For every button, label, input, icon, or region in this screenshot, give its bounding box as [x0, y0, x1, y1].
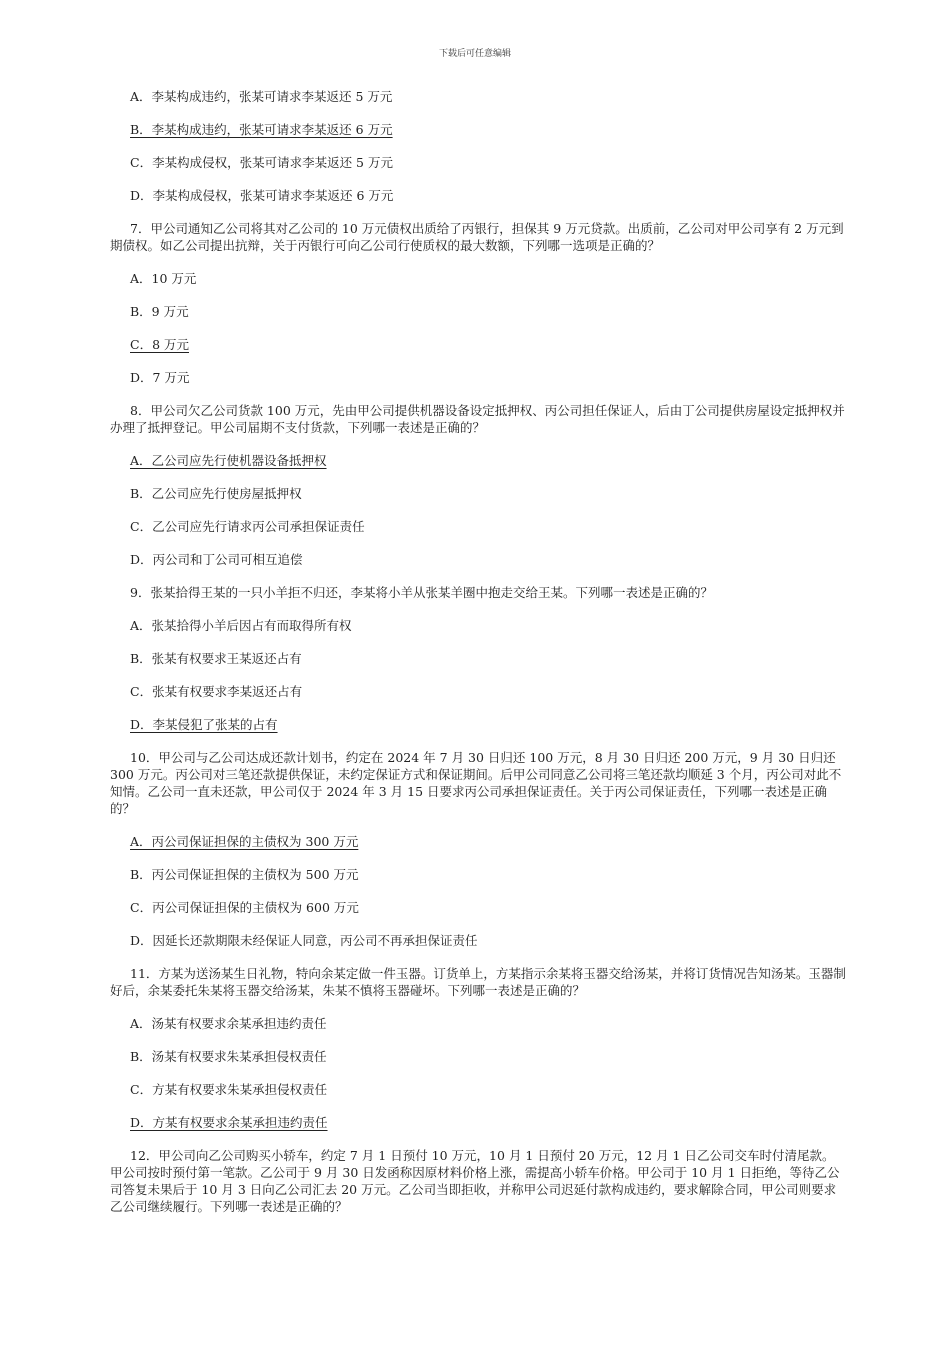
- question-6-options: [110, 88, 846, 204]
- answer-option-text: B．乙公司应先行使房屋抵押权: [130, 486, 302, 501]
- answer-option: [110, 932, 846, 949]
- document-body: [110, 88, 846, 1231]
- answer-option: [110, 833, 846, 850]
- answer-option-text: B．9 万元: [130, 304, 189, 319]
- answer-option-text: C．丙公司保证担保的主债权为 600 万元: [130, 900, 359, 915]
- answer-option: [110, 121, 846, 138]
- correct-answer-option-text: B．李某构成违约，张某可请求李某返还 6 万元: [130, 122, 393, 137]
- answer-option-text: D．李某构成侵权，张某可请求李某返还 6 万元: [130, 188, 394, 203]
- correct-answer-option-text: C．8 万元: [130, 337, 189, 352]
- answer-option: [110, 336, 846, 353]
- question-stem: 9．张某拾得王某的一只小羊拒不归还，李某将小羊从张某羊圈中抱走交给王某。下列哪一表述是正确的？: [130, 585, 713, 600]
- question-stem: 12．甲公司向乙公司购买小轿车，约定 7 月 1 日预付 10 万元，10 月 1 日预付 20 万元，12 月 1 日乙公司交车时付清尾款。甲公司按时预付第一笔款。乙公司于 9 月 30 日发函称因原材料价格上涨，需提高小轿车价格。甲公司于 10 月 1 日拒绝，等待乙公司答复未果后于 10 月 3 日向乙公司汇去 20 万元。乙公司当即拒收，并称甲公司迟延付款构成违约，要求解除合同，甲公司则要求乙公司继续履行。下列哪一表述是正确的？: [110, 1148, 840, 1214]
- answer-option-text: A．汤某有权要求余某承担违约责任: [130, 1016, 327, 1031]
- answer-option-text: B．汤某有权要求朱某承担侵权责任: [130, 1049, 327, 1064]
- answer-option: [110, 1114, 846, 1131]
- answer-option: [110, 88, 846, 105]
- question-block: [110, 1147, 846, 1215]
- answer-option-text: D．7 万元: [130, 370, 190, 385]
- answer-option-text: C．方某有权要求朱某承担侵权责任: [130, 1082, 328, 1097]
- question-stem: 8．甲公司欠乙公司货款 100 万元，先由甲公司提供机器设备设定抵押权、丙公司担任保证人，后由丁公司提供房屋设定抵押权并办理了抵押登记。甲公司届期不支付货款，下列哪一表述是正确的？: [110, 403, 845, 435]
- answer-option-text: A．李某构成违约，张某可请求李某返还 5 万元: [130, 89, 393, 104]
- answer-option: [110, 303, 846, 320]
- answer-option-text: D．因延长还款期限未经保证人同意，丙公司不再承担保证责任: [130, 933, 478, 948]
- answer-option: [110, 1015, 846, 1032]
- question-block: [110, 220, 846, 386]
- answer-option-text: C．乙公司应先行请求丙公司承担保证责任: [130, 519, 365, 534]
- answer-option-text: C．张某有权要求李某返还占有: [130, 684, 303, 699]
- correct-answer-option-text: D．李某侵犯了张某的占有: [130, 717, 278, 732]
- answer-option: [110, 518, 846, 535]
- answer-option-text: C．李某构成侵权，张某可请求李某返还 5 万元: [130, 155, 393, 170]
- answer-option: [110, 683, 846, 700]
- answer-option-text: A．张某拾得小羊后因占有而取得所有权: [130, 618, 352, 633]
- answer-option: [110, 1048, 846, 1065]
- question-list: [110, 220, 846, 1215]
- question-stem: 7．甲公司通知乙公司将其对乙公司的 10 万元债权出质给了丙银行，担保其 9 万元贷款。出质前，乙公司对甲公司享有 2 万元到期债权。如乙公司提出抗辩，关于丙银行可向乙公司行使质权的最大数额，下列哪一选项是正确的？: [110, 221, 844, 253]
- question-block: [110, 584, 846, 733]
- answer-option: [110, 452, 846, 469]
- answer-option-text: D．丙公司和丁公司可相互追偿: [130, 552, 303, 567]
- answer-option: [110, 716, 846, 733]
- answer-option: [110, 154, 846, 171]
- answer-option: [110, 270, 846, 287]
- answer-option-text: B．丙公司保证担保的主债权为 500 万元: [130, 867, 359, 882]
- answer-option-text: B．张某有权要求王某返还占有: [130, 651, 302, 666]
- page-header: 下载后可任意编辑: [438, 49, 511, 59]
- question-block: [110, 965, 846, 1131]
- answer-option: [110, 650, 846, 667]
- question-stem: 11．方某为送汤某生日礼物，特向余某定做一件玉器。订货单上，方某指示余某将玉器交给汤某，并将订货情况告知汤某。玉器制好后，余某委托朱某将玉器交给汤某，朱某不慎将玉器碰坏。下列哪一表述是正确的？: [110, 966, 846, 998]
- answer-option: [110, 485, 846, 502]
- answer-option-text: A．10 万元: [130, 271, 197, 286]
- answer-option: [110, 187, 846, 204]
- answer-option: [110, 551, 846, 568]
- correct-answer-option-text: A．丙公司保证担保的主债权为 300 万元: [130, 834, 359, 849]
- answer-option: [110, 899, 846, 916]
- answer-option: [110, 866, 846, 883]
- question-block: [110, 749, 846, 949]
- question-stem: 10．甲公司与乙公司达成还款计划书，约定在 2024 年 7 月 30 日归还 100 万元，8 月 30 日归还 200 万元，9 月 30 日归还 300 万元。丙公司对三笔还款提供保证，未约定保证方式和保证期间。后甲公司同意乙公司将三笔还款均顺延 3 个月，丙公司对此不知情。乙公司一直未还款，甲公司仅于 2024 年 3 月 15 日要求丙公司承担保证责任。关于丙公司保证责任，下列哪一表述是正确的？: [110, 750, 842, 816]
- answer-option: [110, 617, 846, 634]
- question-block: [110, 402, 846, 568]
- answer-option: [110, 369, 846, 386]
- answer-option: [110, 1081, 846, 1098]
- correct-answer-option-text: A．乙公司应先行使机器设备抵押权: [130, 453, 327, 468]
- correct-answer-option-text: D．方某有权要求余某承担违约责任: [130, 1115, 328, 1130]
